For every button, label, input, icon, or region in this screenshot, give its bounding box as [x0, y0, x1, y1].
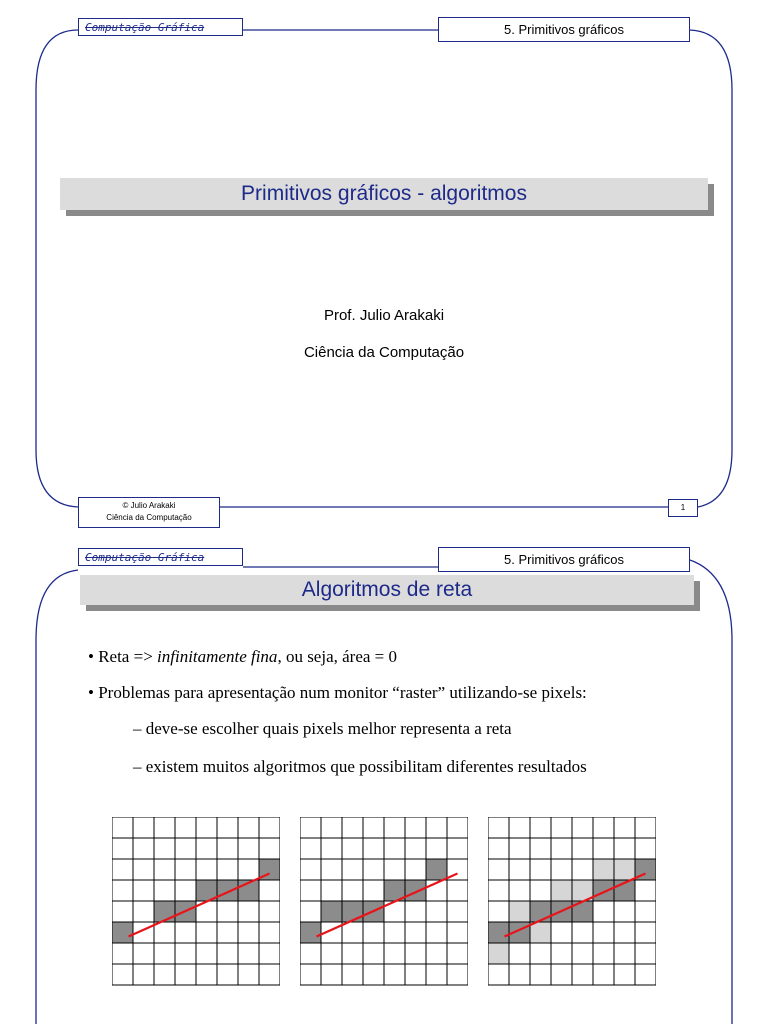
dark-pixel — [488, 922, 509, 943]
bullet-reta-italic: infinitamente fina — [157, 647, 278, 666]
slide2-course-label: Computação Gráfica — [78, 548, 243, 566]
bullet-reta-prefix: • Reta => — [88, 647, 158, 666]
slide2-title: Algoritmos de reta — [80, 575, 694, 605]
dark-pixel — [112, 922, 133, 943]
light-pixel — [551, 880, 572, 901]
dark-pixel — [154, 901, 175, 922]
bullet-reta — [88, 647, 397, 667]
slide2-chapter-label: 5. Primitivos gráficos — [438, 547, 690, 572]
slide1-title: Primitivos gráficos - algoritmos — [60, 178, 708, 210]
footer-department: Ciência da Computação — [106, 513, 192, 522]
page-number: 1 — [668, 499, 698, 517]
slide1-author: Prof. Julio Arakaki — [323, 307, 445, 324]
pixel-grid-1 — [112, 817, 280, 987]
dark-pixel — [300, 922, 321, 943]
bullet-reta-suffix: , ou seja, área = 0 — [277, 647, 398, 666]
slide1-department: Ciência da Computação — [303, 344, 465, 361]
dark-pixel — [593, 880, 614, 901]
light-pixel — [614, 859, 635, 880]
light-pixel — [593, 859, 614, 880]
dark-pixel — [405, 880, 426, 901]
light-pixel — [488, 943, 509, 964]
slide1-course-label: Computação Gráfica — [78, 18, 243, 36]
dark-pixel — [321, 901, 342, 922]
dark-pixel — [217, 880, 238, 901]
bullet-problemas: • Problemas para apresentação num monitor “raster” utilizando-se pixels: — [88, 683, 587, 702]
subbullet-escolher: – deve-se escolher quais pixels melhor representa a reta — [133, 719, 512, 738]
pixel-grid-3 — [488, 817, 656, 987]
slide1-footer — [78, 497, 220, 528]
slide1-frame — [36, 30, 732, 507]
light-pixel — [530, 922, 551, 943]
subbullet-algoritmos: – existem muitos algoritmos que possibilitam diferentes resultados — [133, 757, 587, 776]
slide1-chapter-label: 5. Primitivos gráficos — [438, 17, 690, 42]
dark-pixel — [530, 901, 551, 922]
dark-pixel — [342, 901, 363, 922]
footer-author: © Julio Arakaki — [122, 501, 176, 510]
light-pixel — [509, 901, 530, 922]
pixel-grid-2 — [300, 817, 468, 987]
dark-pixel — [426, 859, 447, 880]
